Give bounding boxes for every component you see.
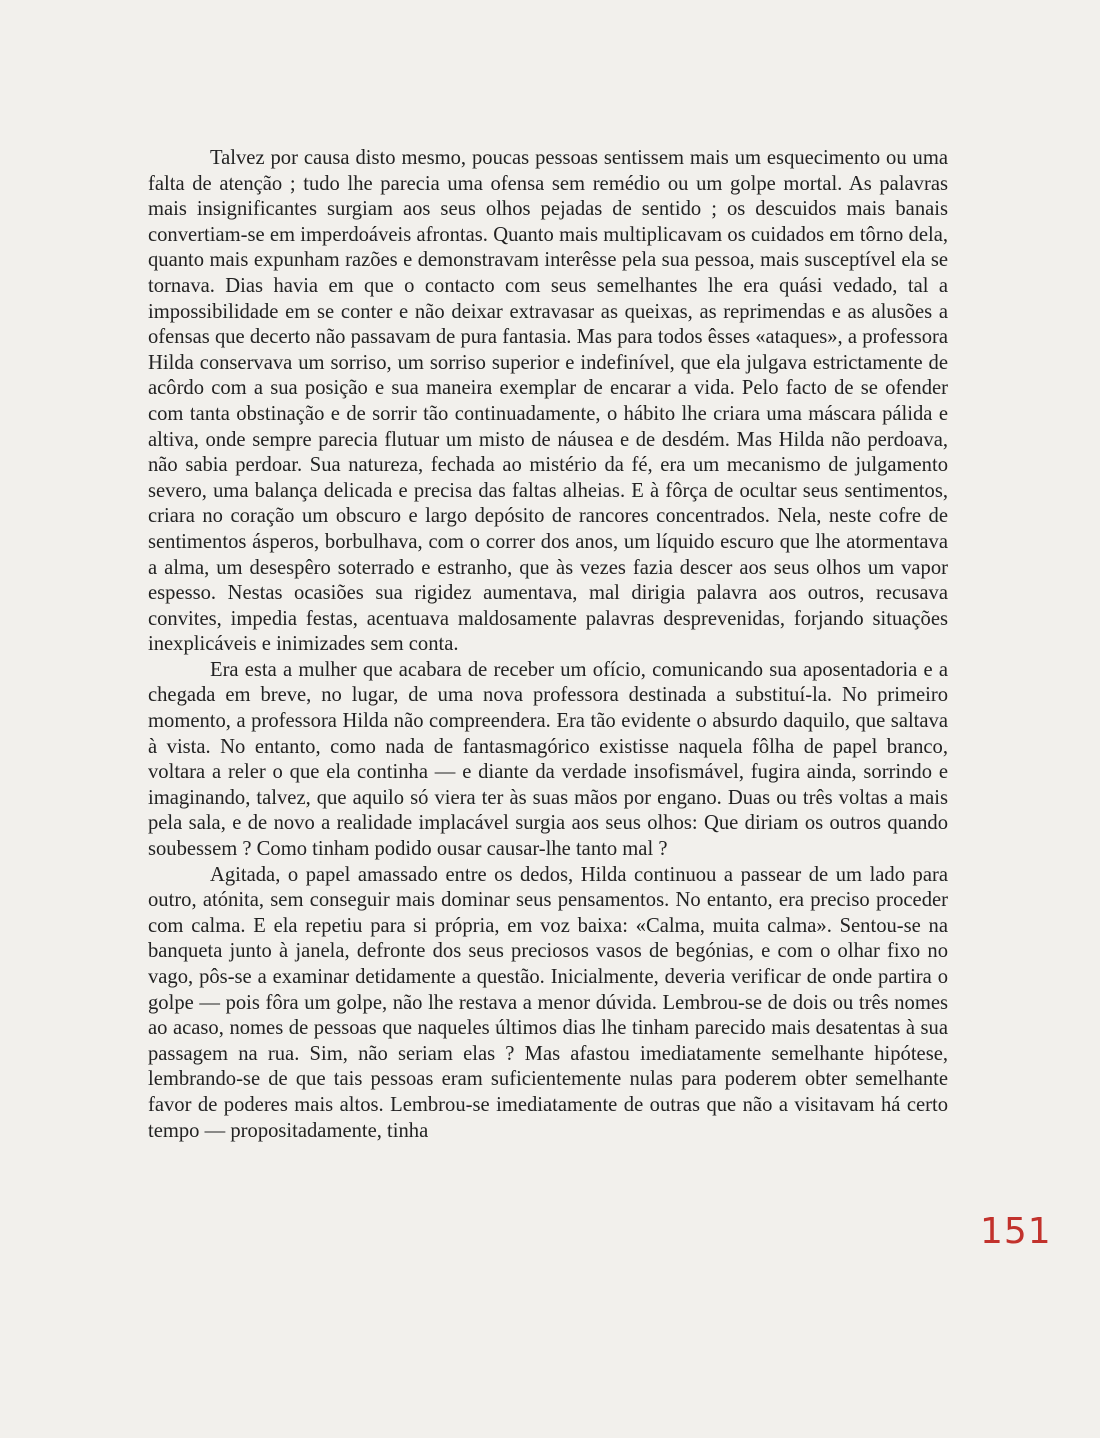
paragraph-2: Era esta a mulher que acabara de receber um ofício, comunicando sua aposentadoria e a chegada em breve, no lugar, de uma nova professora destinada a substituí-la. No primeiro momento, a professora Hilda não compreendera. Era tão evidente o absurdo daquilo, que saltava à vista. No entanto, como nada de fantasmagórico existisse naquela fôlha de papel branco, voltara a reler o que ela continha — e diante da verdade insofismável, fugira ainda, sorrindo e imaginando, talvez, que aquilo só viera ter às suas mãos por engano. Duas ou três voltas a mais pela sala, e de novo a realidade implacável surgia aos seus olhos: Que diriam os outros quando soubessem ? Como tinham podido ousar causar-lhe tanto mal ? [148, 658, 948, 861]
paragraph-1: Talvez por causa disto mesmo, poucas pessoas sentissem mais um esquecimento ou uma falta de atenção ; tudo lhe parecia uma ofensa sem remédio ou um golpe mortal. As palavras mais insignificantes surgiam aos seus olhos pejadas de sentido ; os descuidos mais banais convertiam-se em imperdoáveis afrontas. Quanto mais multiplicavam os cuidados em tôrno dela, quanto mais expunham razões e demonstravam interêsse pela sua pessoa, mais susceptível ela se tornava. Dias havia em que o contacto com seus semelhantes lhe era quási vedado, tal a impossibilidade em se conter e não deixar extravasar as queixas, as reprimendas e as alusões a ofensas que decerto não passavam de pura fantasia. Mas para todos êsses «ataques», a professora Hilda conservava um sorriso, um sorriso superior e indefinível, que ela julgava estrictamente de acôrdo com a sua posição e sua maneira exemplar de encarar a vida. Pelo facto de se ofender com tanta obstinação e de sorrir tão continuadamente, o hábito lhe criara uma máscara pálida e altiva, onde sempre parecia flutuar um misto de náusea e de desdém. Mas Hilda não perdoava, não sabia perdoar. Sua natureza, fechada ao mistério da fé, era um mecanismo de julgamento severo, uma balança delicada e precisa das faltas alheias. E à fôrça de ocultar seus sentimentos, criara no coração um obscuro e largo depósito de rancores concentrados. Nela, neste cofre de sentimentos ásperos, borbulhava, com o correr dos anos, um líquido escuro que lhe atormentava a alma, um desespêro soterrado e estranho, que às vezes fazia descer aos seus olhos um vapor espesso. Nestas ocasiões sua rigidez aumentava, mal dirigia palavra aos outros, recusava convites, impedia festas, acentuava maldosamente palavras desprevenidas, forjando situações inexplicáveis e inimizades sem conta. [148, 147, 948, 656]
paragraph-3: Agitada, o papel amassado entre os dedos, Hilda continuou a passear de um lado para outro, atónita, sem conseguir mais dominar seus pensamentos. No entanto, era preciso proceder com calma. E ela repetiu para si própria, em voz baixa: «Calma, muita calma». Sentou-se na banqueta junto à janela, defronte dos seus preciosos vasos de begónias, e com o olhar fixo no vago, pôs-se a examinar detidamente a questão. Inicialmente, deveria verificar de onde partira o golpe — pois fôra um golpe, não lhe restava a menor dúvida. Lembrou-se de dois ou três nomes ao acaso, nomes de pessoas que naqueles últimos dias lhe tinham parecido mais desatentas à sua passagem na rua. Sim, não seriam elas ? Mas afastou imediatamente semelhante hipótese, lembrando-se de que tais pessoas eram suficientemente nulas para poderem obter semelhante favor de poderes mais altos. Lembrou-se imediatamente de outras que não a visitavam há certo tempo — propositadamente, tinha [148, 863, 948, 1142]
body-text [148, 146, 948, 1144]
page-number: 151 [980, 1211, 1052, 1252]
